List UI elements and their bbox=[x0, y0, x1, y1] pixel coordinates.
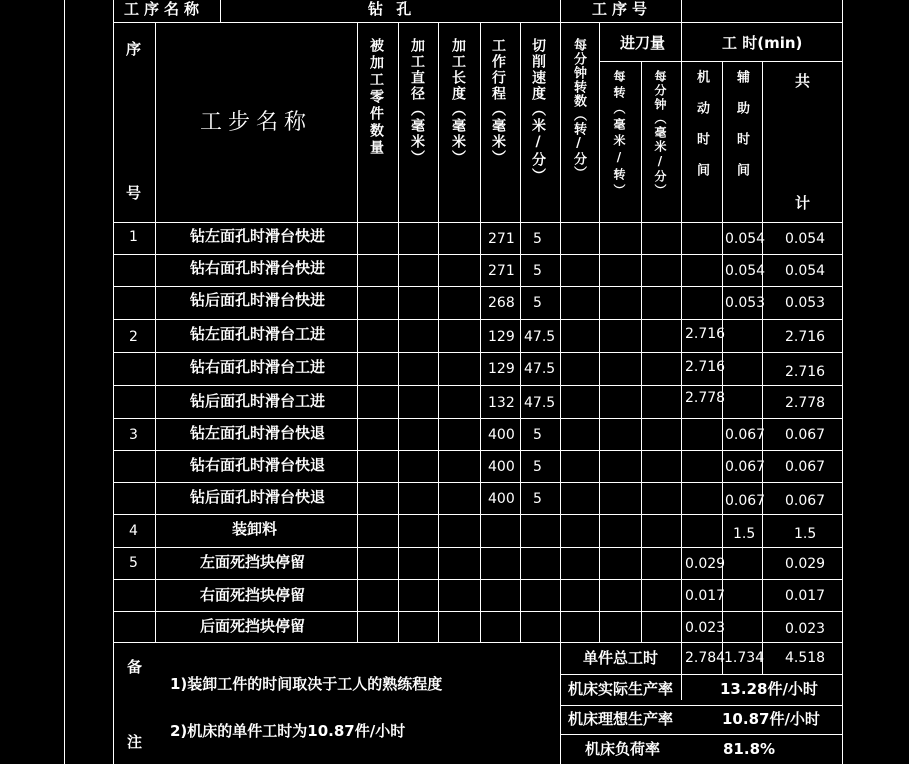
row-total: 0.053 bbox=[785, 295, 826, 311]
col-line-name bbox=[357, 22, 358, 642]
col-line-length bbox=[480, 22, 481, 642]
row-stroke: 132 bbox=[488, 395, 515, 411]
col-parts-count: 被加工零件数量 bbox=[368, 38, 384, 157]
col-seq-bottom: 号 bbox=[126, 184, 142, 202]
row-total: 2.716 bbox=[785, 329, 826, 345]
process-name-label: 工序名称 bbox=[124, 0, 205, 18]
process-no-label: 工序号 bbox=[592, 0, 653, 18]
row-line bbox=[113, 482, 843, 483]
row-line bbox=[113, 385, 843, 386]
row-total: 0.017 bbox=[785, 588, 826, 604]
col-line-aux bbox=[762, 61, 763, 674]
row-speed: 5 bbox=[533, 459, 542, 475]
right-border bbox=[842, 0, 843, 764]
col-machine-time: 机动时间 bbox=[694, 70, 709, 194]
actual-rate-value: 13.28件/小时 bbox=[720, 680, 818, 698]
row-step-name: 右面死挡块停留 bbox=[200, 586, 306, 604]
row-line bbox=[113, 352, 843, 353]
col-total-top: 共 bbox=[795, 72, 811, 90]
total-machine-time: 2.784 bbox=[685, 650, 726, 666]
row-stroke: 400 bbox=[488, 459, 515, 475]
row-stroke: 129 bbox=[488, 329, 515, 345]
col-step-name: 工步名称 bbox=[200, 110, 313, 135]
row-total: 0.067 bbox=[785, 427, 826, 443]
row-total: 0.054 bbox=[785, 263, 826, 279]
col-line-parts bbox=[398, 22, 399, 642]
row-total: 2.716 bbox=[785, 364, 826, 380]
header-divider-3 bbox=[681, 0, 682, 22]
row-seq: 2 bbox=[129, 329, 138, 345]
row-speed: 5 bbox=[533, 231, 542, 247]
row-machine: 0.029 bbox=[685, 556, 726, 572]
row-speed: 47.5 bbox=[524, 329, 556, 345]
actual-rate-label: 机床实际生产率 bbox=[568, 680, 674, 698]
remark-note-2: 2)机床的单件工时为10.87件/小时 bbox=[170, 722, 406, 740]
row-stroke: 268 bbox=[488, 295, 515, 311]
header-bottom-line bbox=[113, 22, 843, 23]
ideal-rate-label: 机床理想生产率 bbox=[568, 710, 674, 728]
row-seq: 5 bbox=[129, 555, 138, 571]
row-step-name: 钻右面孔时滑台工进 bbox=[190, 358, 326, 376]
summary-line bbox=[560, 734, 843, 735]
row-line bbox=[113, 642, 843, 643]
row-machine: 0.017 bbox=[685, 588, 726, 604]
remarks-label-top: 备 bbox=[127, 658, 143, 676]
col-line-stroke bbox=[520, 22, 521, 642]
ideal-rate-value: 10.87件/小时 bbox=[722, 710, 820, 728]
row-aux: 0.067 bbox=[725, 493, 766, 509]
row-aux: 0.054 bbox=[725, 263, 766, 279]
row-step-name: 装卸料 bbox=[232, 520, 278, 538]
load-rate-label: 机床负荷率 bbox=[585, 740, 661, 758]
subgroup-line bbox=[599, 61, 843, 62]
col-seq-top: 序 bbox=[126, 40, 142, 58]
total-time-label: 单件总工时 bbox=[583, 649, 659, 667]
row-step-name: 钻后面孔时滑台工进 bbox=[190, 392, 326, 410]
row-stroke: 271 bbox=[488, 231, 515, 247]
row-line bbox=[113, 514, 843, 515]
row-machine: 2.778 bbox=[685, 390, 726, 406]
load-rate-value: 81.8% bbox=[723, 740, 776, 758]
row-line bbox=[113, 286, 843, 287]
row-seq: 3 bbox=[129, 427, 138, 443]
row-machine: 0.023 bbox=[685, 620, 726, 636]
row-step-name: 钻左面孔时滑台快退 bbox=[190, 424, 326, 442]
row-speed: 47.5 bbox=[524, 361, 556, 377]
row-step-name: 左面死挡块停留 bbox=[200, 553, 306, 571]
col-line-diameter bbox=[438, 22, 439, 642]
total-aux-time: 1.734 bbox=[724, 650, 765, 666]
row-total: 1.5 bbox=[794, 526, 817, 542]
row-total: 0.029 bbox=[785, 556, 826, 572]
left-border bbox=[113, 0, 114, 764]
row-aux: 0.067 bbox=[725, 427, 766, 443]
row-stroke: 129 bbox=[488, 361, 515, 377]
col-feed-group: 进刀量 bbox=[620, 34, 666, 52]
summary-line bbox=[560, 705, 843, 706]
col-diameter: 加工直径（毫米） bbox=[409, 38, 425, 166]
row-stroke: 400 bbox=[488, 491, 515, 507]
row-step-name: 钻后面孔时滑台快退 bbox=[190, 488, 326, 506]
row-total: 0.067 bbox=[785, 493, 826, 509]
col-aux-time: 辅助时间 bbox=[734, 70, 749, 194]
col-length: 加工长度（毫米） bbox=[450, 38, 466, 166]
row-speed: 5 bbox=[533, 263, 542, 279]
row-step-name: 后面死挡块停留 bbox=[200, 617, 306, 635]
col-speed: 切削速度（米/分） bbox=[530, 38, 546, 184]
row-total: 2.778 bbox=[785, 395, 826, 411]
row-stroke: 400 bbox=[488, 427, 515, 443]
col-line-seq bbox=[155, 22, 156, 642]
row-machine: 2.716 bbox=[685, 359, 726, 375]
row-speed: 47.5 bbox=[524, 395, 556, 411]
col-line-speed bbox=[560, 22, 561, 764]
col-feed-per-min: 每分钟（毫米/分） bbox=[653, 70, 667, 198]
total-all-time: 4.518 bbox=[785, 650, 826, 666]
row-step-name: 钻右面孔时滑台快退 bbox=[190, 456, 326, 474]
col-total-bottom: 计 bbox=[795, 194, 811, 212]
summary-line bbox=[560, 674, 843, 675]
row-aux: 0.053 bbox=[725, 295, 766, 311]
row-aux: 1.5 bbox=[733, 526, 756, 542]
row-line bbox=[113, 254, 843, 255]
remarks-label-bottom: 注 bbox=[127, 733, 143, 751]
row-machine: 2.716 bbox=[685, 326, 726, 342]
left-border-outer bbox=[64, 0, 65, 764]
row-aux: 0.067 bbox=[725, 459, 766, 475]
col-time-group: 工 时(min) bbox=[722, 34, 803, 52]
col-rpm: 每分钟转数（转/分） bbox=[571, 38, 586, 180]
row-step-name: 钻左面孔时滑台快进 bbox=[190, 227, 326, 245]
remark-note-1: 1)装卸工件的时间取决于工人的熟练程度 bbox=[170, 675, 443, 693]
row-line bbox=[113, 611, 843, 612]
row-total: 0.067 bbox=[785, 459, 826, 475]
col-line-feed2 bbox=[681, 22, 682, 700]
row-aux: 0.054 bbox=[725, 231, 766, 247]
row-speed: 5 bbox=[533, 295, 542, 311]
row-speed: 5 bbox=[533, 427, 542, 443]
row-step-name: 钻左面孔时滑台工进 bbox=[190, 325, 326, 343]
col-line-rpm bbox=[599, 22, 600, 642]
row-stroke: 271 bbox=[488, 263, 515, 279]
row-seq: 4 bbox=[129, 523, 138, 539]
row-line bbox=[113, 319, 843, 320]
row-total: 0.054 bbox=[785, 231, 826, 247]
process-name-value: 钻 孔 bbox=[368, 0, 416, 18]
row-seq: 1 bbox=[129, 229, 138, 245]
header-divider-1 bbox=[220, 0, 221, 22]
row-speed: 5 bbox=[533, 491, 542, 507]
col-header-bottom-line bbox=[113, 222, 843, 223]
row-total: 0.023 bbox=[785, 621, 826, 637]
header-divider-2 bbox=[560, 0, 561, 22]
row-step-name: 钻右面孔时滑台快进 bbox=[190, 259, 326, 277]
row-line bbox=[113, 450, 843, 451]
row-line bbox=[113, 547, 843, 548]
row-step-name: 钻后面孔时滑台快进 bbox=[190, 291, 326, 309]
col-feed-per-rev: 每转（毫米/转） bbox=[612, 70, 626, 200]
row-line bbox=[113, 418, 843, 419]
row-line bbox=[113, 579, 843, 580]
col-stroke: 工作行程（毫米） bbox=[490, 38, 506, 166]
